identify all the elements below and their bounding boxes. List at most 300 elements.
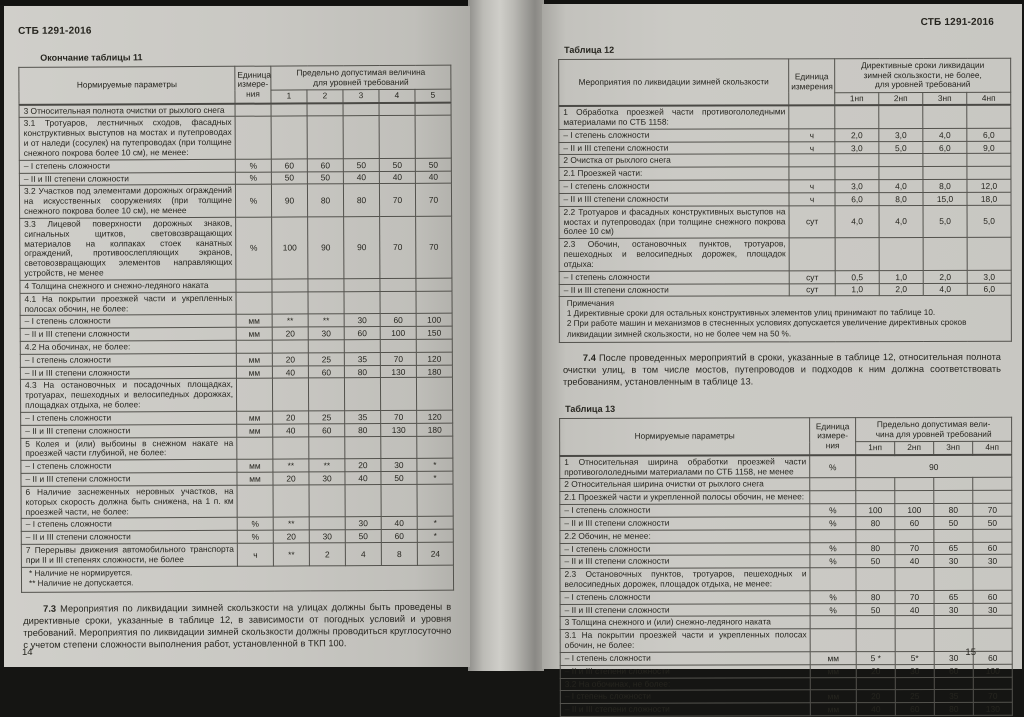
param-cell: – I степень сложности [20,353,236,367]
unit-cell: ч [237,543,273,566]
table-row [560,664,1012,678]
value-cell: 30 [309,530,345,543]
value-cell: 8 [381,542,417,565]
value-cell: 3,0 [879,128,923,141]
value-cell [380,378,416,411]
value-cell [934,568,973,591]
value-cell [973,629,1012,652]
unit-cell: % [237,518,273,531]
param-cell: – I степень сложности [559,129,789,142]
param-cell: – I степень сложности [21,518,237,532]
table-row [560,616,1012,630]
value-cell: 90 [344,216,380,278]
param-cell: – II и III степени сложности [560,703,810,716]
unit-cell: мм [236,366,272,379]
doc-code-right: СТБ 1291-2016 [920,16,995,29]
value-cell [343,116,379,159]
para-7-3 [23,600,451,651]
param-cell: 3.1 На покрытии проезжей части и укрепленных полосах обочин, не более: [560,629,810,652]
table-row [560,603,1012,617]
value-cell: 50 [345,530,381,543]
value-cell [416,339,452,352]
unit-cell: ч [789,193,835,206]
unit-cell: ч [789,180,835,193]
value-cell: 30 [934,651,973,664]
para-7-3-number: 7.3 [43,603,57,614]
table-row [560,516,1012,530]
unit-cell [810,529,856,542]
value-cell: 70 [416,216,452,278]
value-cell: * [417,529,453,542]
value-cell [307,116,343,159]
unit-cell: сут [789,283,835,296]
value-cell [973,616,1012,629]
value-cell: 130 [380,365,416,378]
value-cell: 180 [416,365,452,378]
param-cell: – II и III степени сложности [21,424,237,438]
value-cell [379,116,415,159]
value-cell: 4,0 [879,205,923,238]
value-cell: 50 [856,603,895,616]
table11-col-unit: Единица измере- ния [235,66,271,103]
table-12 [558,58,1012,343]
unit-cell: мм [810,703,856,716]
unit-cell: % [237,530,273,543]
value-cell: 20 [272,327,308,340]
value-cell [895,629,934,652]
unit-cell: мм [237,411,273,424]
param-cell: 2.2 Тротуаров и фасадных конструктивных выступов на мостах и путепроводах (при толщине снежного покрова более 10 см) [559,206,789,239]
unit-cell [236,279,272,292]
para-7-4-text: После проведенных мероприятий в сроки, указанные в таблице 12, относительная полнота очистки улиц, в том числе мостов, путепроводов и подходов к ним должна соответствовать требованиям, установленным в таблице 13. [562,351,1001,387]
value-cell: 5,0 [923,205,967,238]
value-cell: 130 [973,703,1012,716]
param-cell: 2.3 Обочин, остановочных пунктов, тротуаров, пешеходных и велосипедных дорожек, площадок отдыха: [559,238,789,271]
unit-cell: % [235,172,271,185]
table-row [559,270,1011,284]
value-cell: 60 [381,530,417,543]
param-cell: 4.3 На остановочных и посадочных площадках, тротуарах, пешеходных и велосипедных дорожках, площадках отдыха, не более: [20,379,236,413]
table-row [19,184,451,219]
table12-col-span: Директивные сроки ликвидации зимней скользкости, не более, для уровней требований [835,58,1011,92]
value-cell [416,278,452,291]
table12-caption: Таблица 12 [564,44,615,55]
table-row [21,484,453,519]
unit-cell: % [810,542,856,555]
table11-level-1: 1 [271,90,307,103]
unit-cell: % [810,455,856,478]
unit-cell: % [235,159,271,172]
value-cell: 3,0 [835,141,879,154]
value-cell [973,529,1012,542]
value-cell: 60 [307,158,343,171]
param-cell: – II и III степени сложности [560,517,810,530]
unit-cell: мм [237,472,273,485]
value-cell: 100 [895,503,934,516]
value-cell: 60 [271,159,307,172]
value-cell: ** [308,314,344,327]
value-cell: 65 [934,590,973,603]
value-cell [380,278,416,291]
value-cell: ** [273,517,309,530]
value-cell [308,378,344,411]
table-row [560,690,1012,704]
value-cell: 40 [415,171,451,184]
param-cell: – I степень сложности [560,504,810,517]
value-cell: 80 [344,365,380,378]
param-cell: – II и III степени сложности [559,283,789,296]
value-cell [380,339,416,352]
value-cell: 80 [856,516,895,529]
unit-cell: ч [789,129,835,142]
value-cell: 60 [380,314,416,327]
param-cell: 2 Очистка от рыхлого снега [559,154,789,167]
param-cell: 3 Относительная полнота очистки от рыхлого снега [19,103,235,117]
unit-cell [810,677,856,690]
value-cell: 0,5 [835,270,879,283]
value-cell: 12,0 [967,179,1011,192]
param-cell: – II и III степени сложности [559,193,789,206]
value-cell: 20 [345,459,381,472]
value-cell: 70 [973,690,1012,703]
value-cell [272,378,308,411]
value-cell: 80 [345,423,381,436]
table-row [21,436,453,461]
param-cell: – II и III степени сложности [560,603,810,616]
value-cell: 9,0 [967,141,1011,154]
value-cell [307,103,343,117]
value-cell [835,105,879,128]
table-row [19,116,451,161]
param-cell: 2.1 Проезжей части и укрепленной полосы обочин, не менее: [560,491,810,504]
value-cell [344,278,380,291]
page-number-14: 14 [22,647,33,658]
value-cell: 50 [934,516,973,529]
value-cell: 3,0 [835,180,879,193]
value-cell: * [417,471,453,484]
param-cell: – II и III степени сложности [560,665,810,678]
table-row [560,629,1012,653]
value-cell: 40 [895,603,934,616]
unit-cell [236,292,272,315]
value-cell [271,103,307,117]
value-cell: 25 [309,411,345,424]
value-cell: 30 [308,327,344,340]
value-cell: 80 [934,503,973,516]
value-cell: 40 [856,703,895,716]
value-cell: 80 [343,184,379,217]
notes-title: Примечания [566,298,615,308]
footnote-1: * Наличие не нормируется. [28,568,133,579]
value-cell: 80 [934,703,973,716]
value-cell: 1,0 [879,270,923,283]
value-cell [923,167,967,180]
value-cell [967,154,1011,167]
param-cell: – I степень сложности [21,460,237,474]
value-cell [273,437,309,460]
unit-cell: % [810,517,856,530]
table-row [559,141,1011,155]
value-cell [923,154,967,167]
unit-cell [810,629,856,652]
table-13 [559,417,1013,717]
value-cell [343,103,379,117]
value-cell: ** [309,459,345,472]
value-cell [973,567,1012,590]
value-cell: 60 [344,327,380,340]
unit-cell [789,154,835,167]
param-cell: 2.1 Проезжей части: [559,167,789,180]
value-cell: 5,0 [879,141,923,154]
value-cell [973,677,1012,690]
value-cell: 6,0 [923,141,967,154]
table-row [559,128,1011,142]
param-cell: 4.2 На обочинах, не более: [20,340,236,354]
table11-level-2: 2 [307,90,343,103]
value-cell [344,340,380,353]
unit-cell: мм [810,664,856,677]
para-7-4-number: 7.4 [582,352,596,363]
param-cell: – I степень сложности [560,652,810,665]
value-cell: 20 [856,664,895,677]
value-cell: * [417,458,453,471]
table12-col-unit: Единица измерения [789,59,835,106]
value-cell: 40 [379,171,415,184]
value-cell [856,677,895,690]
value-cell: ** [273,543,309,566]
table-row [560,590,1012,604]
table11-col-span: Предельно допустимая величина для уровней требований [271,65,451,90]
value-cell: 60 [973,651,1012,664]
unit-cell: ч [789,141,835,154]
table-row [20,378,452,413]
value-cell: 35 [345,410,381,423]
param-cell: – II и III степени сложности [559,141,789,154]
table-row [560,567,1012,591]
value-cell: 8,0 [923,179,967,192]
param-cell: 7 Перерывы движения автомобильного транспорта при II и III степенях сложности, не более [21,543,237,567]
value-cell: 40 [895,555,934,568]
value-cell: * [417,517,453,530]
value-cell: 6,0 [967,283,1011,296]
footnote-2: ** Наличие не допускается. [29,578,134,589]
value-cell [380,291,416,314]
value-cell [856,491,895,504]
table-row [20,291,452,316]
param-cell: 5 Колея и (или) выбоины в снежном накате на проезжей части глубиной, не более: [21,437,237,461]
value-cell [415,102,451,116]
unit-cell [235,103,271,117]
value-cell [381,436,417,459]
table-row [20,216,452,280]
value-cell: 150 [416,326,452,339]
param-cell: 2.3 Остановочных пунктов, тротуаров, пешеходных и велосипедных дорожек, площадок отдыха, не менее: [560,568,810,591]
table-row [560,703,1012,717]
value-cell: 15,0 [923,192,967,205]
value-cell [309,517,345,530]
param-cell: 3 Толщина снежного и (или) снежно-ледяного наката [560,616,810,629]
table13-level-3: 3нп [934,442,973,455]
value-cell: 60 [973,590,1012,603]
unit-cell: мм [237,424,273,437]
value-cell: 30 [895,664,934,677]
value-cell-merged: 90 [856,454,1012,478]
table12-level-1: 1нп [835,92,879,105]
table11-level-5: 5 [415,89,451,102]
value-cell [308,291,344,314]
param-cell: 2.2 Обочин, не менее: [560,529,810,542]
value-cell [381,484,417,517]
unit-cell: мм [236,353,272,366]
value-cell: 2,0 [835,128,879,141]
value-cell: 130 [381,423,417,436]
value-cell: 6,0 [835,193,879,206]
value-cell: 80 [856,590,895,603]
value-cell: 4,0 [879,180,923,193]
value-cell: 70 [380,352,416,365]
value-cell [416,291,452,314]
value-cell: 30 [934,603,973,616]
value-cell [934,677,973,690]
value-cell: 5* [895,651,934,664]
unit-cell [237,437,273,460]
value-cell: 5,0 [967,205,1011,238]
unit-cell [789,167,835,180]
value-cell [967,238,1011,271]
table-row [559,205,1011,239]
value-cell [967,105,1011,128]
value-cell [417,484,453,517]
value-cell: 100 [416,313,452,326]
unit-cell: % [810,603,856,616]
table13-col-span: Предельно допустимая вели- чина для уровней требований [856,417,1012,441]
table12-level-2: 2нп [879,92,923,105]
unit-cell: сут [789,205,835,238]
param-cell: – II и III степени сложности [20,366,236,380]
page-right [542,4,1022,715]
param-cell: 1 Относительная ширина обработки проезжей части противогололедными материалами по СТБ 1158, не менее [560,455,810,479]
value-cell [856,529,895,542]
value-cell: 70 [895,590,934,603]
param-cell: 2 Относительная ширина очистки от рыхлого снега [560,478,810,491]
value-cell [856,616,895,629]
value-cell [272,292,308,315]
value-cell [895,491,934,504]
param-cell: 6 Наличие заснеженных неровных участков, на которых скорость должна быть снижена, на 1 п. км проезжей части, не более: [21,485,237,519]
value-cell: 40 [343,171,379,184]
value-cell: 120 [416,352,452,365]
table12-col-param: Мероприятия по ликвидации зимней скользкости [559,59,789,106]
value-cell: 90 [271,184,307,217]
value-cell: 60 [895,516,934,529]
value-cell: 35 [934,690,973,703]
value-cell: 4 [345,543,381,566]
value-cell: 50 [381,471,417,484]
unit-cell [810,491,856,504]
value-cell: 65 [934,542,973,555]
value-cell: 20 [272,353,308,366]
value-cell: 30 [381,459,417,472]
value-cell: 70 [380,216,416,278]
value-cell: 25 [308,353,344,366]
value-cell: 40 [345,472,381,485]
doc-code-left: СТБ 1291-2016 [18,25,92,37]
unit-cell [236,379,272,412]
unit-cell: % [810,555,856,568]
value-cell: 2 [309,543,345,566]
param-cell: – II и III степени сложности [21,472,237,486]
value-cell [856,568,895,591]
table11-caption: Окончание таблицы 11 [40,52,143,63]
table13-caption: Таблица 13 [565,403,616,415]
value-cell: 100 [856,504,895,517]
table12-notes [559,296,1011,343]
table-row [560,651,1012,665]
value-cell: 30 [934,555,973,568]
param-cell: – II и III степени сложности [560,555,810,568]
table-row [560,490,1012,504]
table11-footnotes [21,565,453,592]
value-cell: 90 [308,217,344,279]
table-row [559,154,1011,168]
unit-cell: % [810,590,856,603]
value-cell: 100 [272,217,308,279]
value-cell: 60 [973,542,1012,555]
unit-cell: % [236,217,272,279]
unit-cell: % [235,184,271,217]
value-cell: 60 [308,365,344,378]
param-cell: 3.2 Участков под элементами дорожных ограждений на искусственных сооружениях (при толщине снежного покрова более 10 см), не менее [19,185,235,219]
unit-cell: мм [236,314,272,327]
value-cell [879,105,923,128]
value-cell: 50 [379,158,415,171]
value-cell: 35 [344,352,380,365]
unit-cell: мм [236,327,272,340]
value-cell: 50 [973,516,1012,529]
value-cell [344,378,380,411]
table13-level-4: 4нп [973,441,1012,454]
value-cell: 50 [271,171,307,184]
value-cell [835,154,879,167]
value-cell: 5 * [856,652,895,665]
value-cell: 2,0 [923,270,967,283]
table-row [559,192,1011,206]
value-cell [895,616,934,629]
unit-cell [810,616,856,629]
table-11 [18,65,454,593]
value-cell: 100 [973,664,1012,677]
para-7-3-text: Мероприятия по ликвидации зимней скользкости на улицах должны быть проведены в директивные сроки, указанные в таблице 12, в зависимости от погодных условий и уровня требований. Мероприятия по ликвидации зимней скользкости должны проводиться круглосуточно с учетом степени сложности выполнения работ, установленной в ТКП 100. [23,601,452,650]
value-cell [879,167,923,180]
table-row [560,529,1012,543]
value-cell: 80 [856,542,895,555]
value-cell: 30 [309,472,345,485]
note-1: 1 Директивные сроки для остальных конструктивных элементов улиц принимают по таблице 10. [566,308,936,319]
param-cell: – II и III степени сложности [21,531,237,545]
value-cell [934,478,973,491]
para-7-4 [563,351,1001,388]
table-row [559,167,1011,181]
value-cell: 70 [379,184,415,217]
value-cell: 18,0 [967,192,1011,205]
value-cell: 3,0 [967,270,1011,283]
value-cell: 20 [273,530,309,543]
table-row [560,542,1012,556]
value-cell [272,340,308,353]
table11-col-param: Нормируемые параметры [19,66,235,104]
value-cell: 30 [345,517,381,530]
table13-level-2: 2нп [895,442,934,455]
